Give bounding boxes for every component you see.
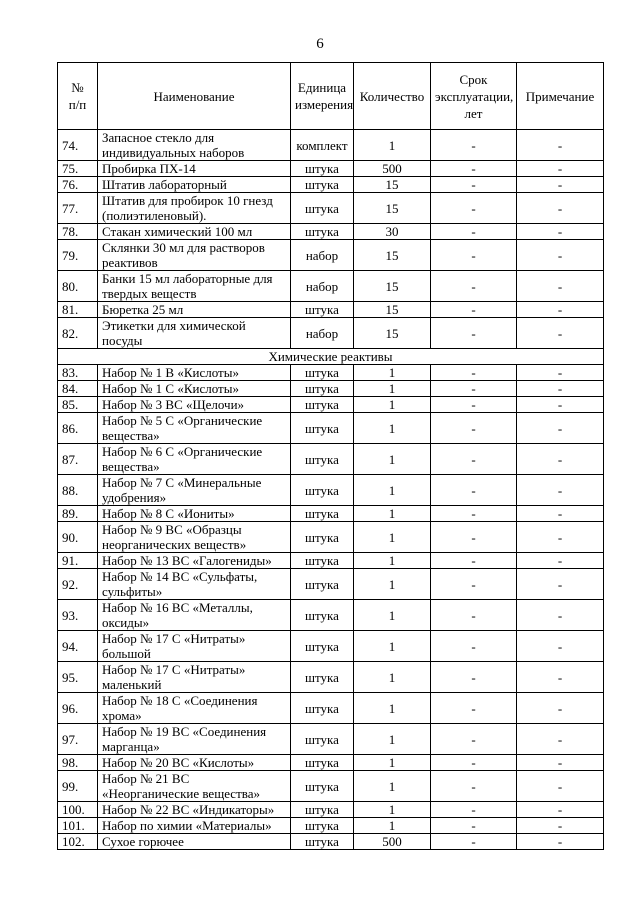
row-note: - (517, 397, 604, 413)
table-row (58, 381, 604, 397)
table-row (58, 600, 604, 631)
table-row (58, 177, 604, 193)
equipment-rows (58, 130, 604, 349)
row-note: - (517, 771, 604, 802)
row-number: 84. (58, 381, 98, 397)
row-term: - (431, 662, 517, 693)
row-qty: 1 (354, 569, 431, 600)
row-qty: 15 (354, 318, 431, 349)
row-qty: 15 (354, 240, 431, 271)
table-row (58, 818, 604, 834)
row-name: Штатив лабораторный (98, 177, 291, 193)
row-name: Набор № 16 ВС «Металлы, оксиды» (98, 600, 291, 631)
row-note: - (517, 569, 604, 600)
row-number: 74. (58, 130, 98, 161)
row-note: - (517, 818, 604, 834)
row-term: - (431, 193, 517, 224)
table-row (58, 413, 604, 444)
row-name: Склянки 30 мл для растворов реактивов (98, 240, 291, 271)
row-note: - (517, 318, 604, 349)
row-qty: 1 (354, 475, 431, 506)
table-row (58, 802, 604, 818)
row-name: Сухое горючее (98, 834, 291, 850)
row-unit: штука (291, 834, 354, 850)
row-unit: штука (291, 224, 354, 240)
row-note: - (517, 193, 604, 224)
row-number: 88. (58, 475, 98, 506)
row-number: 86. (58, 413, 98, 444)
row-qty: 1 (354, 600, 431, 631)
row-name: Этикетки для химической посуды (98, 318, 291, 349)
row-unit: штука (291, 397, 354, 413)
row-note: - (517, 130, 604, 161)
header-qty-label: Количество (359, 88, 425, 104)
row-qty: 15 (354, 302, 431, 318)
row-number: 75. (58, 161, 98, 177)
row-note: - (517, 381, 604, 397)
table-row (58, 161, 604, 177)
row-unit: штука (291, 724, 354, 755)
row-number: 90. (58, 522, 98, 553)
row-name: Набор № 8 С «Иониты» (98, 506, 291, 522)
row-term: - (431, 631, 517, 662)
row-qty: 1 (354, 381, 431, 397)
row-number: 100. (58, 802, 98, 818)
table-row (58, 569, 604, 600)
row-number: 76. (58, 177, 98, 193)
row-unit: штука (291, 177, 354, 193)
row-term: - (431, 522, 517, 553)
row-number: 82. (58, 318, 98, 349)
row-term: - (431, 444, 517, 475)
row-unit: штука (291, 802, 354, 818)
row-note: - (517, 506, 604, 522)
table-row (58, 224, 604, 240)
table-row (58, 662, 604, 693)
row-number: 95. (58, 662, 98, 693)
row-qty: 1 (354, 662, 431, 693)
section-row (58, 349, 604, 365)
row-unit: штука (291, 444, 354, 475)
table-row (58, 834, 604, 850)
row-name: Запасное стекло для индивидуальных наборов (98, 130, 291, 161)
table-row (58, 193, 604, 224)
row-note: - (517, 693, 604, 724)
row-unit: штука (291, 600, 354, 631)
row-unit: штука (291, 413, 354, 444)
row-name: Набор № 17 С «Нитраты» большой (98, 631, 291, 662)
row-name: Набор № 9 ВС «Образцы неорганических веществ» (98, 522, 291, 553)
table-row (58, 475, 604, 506)
row-qty: 1 (354, 818, 431, 834)
row-unit: штука (291, 771, 354, 802)
row-note: - (517, 662, 604, 693)
row-term: - (431, 224, 517, 240)
row-term: - (431, 693, 517, 724)
row-name: Набор № 7 С «Минеральные удобрения» (98, 475, 291, 506)
row-note: - (517, 365, 604, 381)
row-unit: штука (291, 662, 354, 693)
header-note (517, 63, 604, 130)
row-qty: 1 (354, 444, 431, 475)
row-number: 99. (58, 771, 98, 802)
row-term: - (431, 318, 517, 349)
row-name: Набор № 22 ВС «Индикаторы» (98, 802, 291, 818)
row-number: 96. (58, 693, 98, 724)
row-number: 101. (58, 818, 98, 834)
section-block (58, 349, 604, 365)
row-note: - (517, 444, 604, 475)
row-term: - (431, 506, 517, 522)
row-number: 87. (58, 444, 98, 475)
row-term: - (431, 834, 517, 850)
row-name: Набор по химии «Материалы» (98, 818, 291, 834)
row-note: - (517, 177, 604, 193)
row-qty: 1 (354, 802, 431, 818)
row-number: 97. (58, 724, 98, 755)
row-term: - (431, 771, 517, 802)
header-name (98, 63, 291, 130)
table-row (58, 724, 604, 755)
row-name: Бюретка 25 мл (98, 302, 291, 318)
row-term: - (431, 724, 517, 755)
row-unit: набор (291, 318, 354, 349)
row-qty: 1 (354, 755, 431, 771)
row-term: - (431, 818, 517, 834)
row-term: - (431, 397, 517, 413)
header-term-label: Срок эксплуатации, лет (435, 71, 514, 121)
row-unit: штука (291, 693, 354, 724)
row-unit: штука (291, 193, 354, 224)
row-number: 91. (58, 553, 98, 569)
row-qty: 1 (354, 693, 431, 724)
table-row (58, 302, 604, 318)
row-name: Набор № 14 ВС «Сульфаты, сульфиты» (98, 569, 291, 600)
row-number: 79. (58, 240, 98, 271)
table-row (58, 130, 604, 161)
row-qty: 1 (354, 130, 431, 161)
page-number: 6 (316, 36, 324, 52)
row-name: Набор № 18 С «Соединения хрома» (98, 693, 291, 724)
row-qty: 500 (354, 161, 431, 177)
row-unit: штука (291, 365, 354, 381)
row-note: - (517, 224, 604, 240)
row-note: - (517, 302, 604, 318)
table-row (58, 318, 604, 349)
row-qty: 15 (354, 193, 431, 224)
header-num-label: № п/п (68, 80, 87, 112)
table-row (58, 693, 604, 724)
table-row (58, 397, 604, 413)
row-unit: набор (291, 271, 354, 302)
row-qty: 15 (354, 271, 431, 302)
row-term: - (431, 177, 517, 193)
row-number: 102. (58, 834, 98, 850)
row-qty: 500 (354, 834, 431, 850)
row-qty: 1 (354, 771, 431, 802)
row-name: Пробирка ПХ-14 (98, 161, 291, 177)
table-header-row (58, 63, 604, 130)
row-name: Набор № 21 ВС «Неорганические вещества» (98, 771, 291, 802)
row-term: - (431, 365, 517, 381)
row-unit: штука (291, 818, 354, 834)
row-term: - (431, 569, 517, 600)
table-row (58, 771, 604, 802)
row-term: - (431, 130, 517, 161)
row-unit: штука (291, 553, 354, 569)
row-note: - (517, 522, 604, 553)
header-note-label: Примечание (525, 88, 595, 104)
table-row (58, 506, 604, 522)
row-name: Набор № 20 ВС «Кислоты» (98, 755, 291, 771)
row-unit: штука (291, 381, 354, 397)
header-num (58, 63, 98, 130)
header-name-label: Наименование (153, 88, 235, 104)
table-row (58, 631, 604, 662)
row-name: Набор № 3 ВС «Щелочи» (98, 397, 291, 413)
header-unit (291, 63, 354, 130)
row-term: - (431, 600, 517, 631)
row-term: - (431, 802, 517, 818)
row-name: Набор № 6 С «Органические вещества» (98, 444, 291, 475)
row-number: 98. (58, 755, 98, 771)
row-number: 80. (58, 271, 98, 302)
row-number: 85. (58, 397, 98, 413)
row-term: - (431, 161, 517, 177)
row-name: Набор № 17 С «Нитраты» маленький (98, 662, 291, 693)
reagent-rows (58, 365, 604, 850)
row-unit: набор (291, 240, 354, 271)
header-qty (354, 63, 431, 130)
table-row (58, 365, 604, 381)
row-name: Штатив для пробирок 10 гнезд (полиэтиленовый). (98, 193, 291, 224)
row-note: - (517, 631, 604, 662)
row-note: - (517, 413, 604, 444)
row-unit: штука (291, 631, 354, 662)
row-unit: штука (291, 161, 354, 177)
table-row (58, 553, 604, 569)
table-row (58, 444, 604, 475)
table-row (58, 271, 604, 302)
row-note: - (517, 755, 604, 771)
row-name: Набор № 1 В «Кислоты» (98, 365, 291, 381)
row-term: - (431, 755, 517, 771)
row-note: - (517, 161, 604, 177)
row-name: Набор № 19 ВС «Соединения марганца» (98, 724, 291, 755)
row-number: 93. (58, 600, 98, 631)
row-qty: 1 (354, 522, 431, 553)
row-unit: штука (291, 522, 354, 553)
row-number: 89. (58, 506, 98, 522)
row-unit: комплект (291, 130, 354, 161)
row-unit: штука (291, 302, 354, 318)
row-qty: 1 (354, 724, 431, 755)
row-name: Набор № 1 С «Кислоты» (98, 381, 291, 397)
row-qty: 1 (354, 397, 431, 413)
row-unit: штука (291, 506, 354, 522)
row-note: - (517, 834, 604, 850)
row-qty: 30 (354, 224, 431, 240)
row-term: - (431, 240, 517, 271)
table-row (58, 522, 604, 553)
row-term: - (431, 302, 517, 318)
row-unit: штука (291, 475, 354, 506)
row-qty: 1 (354, 365, 431, 381)
row-name: Набор № 13 ВС «Галогениды» (98, 553, 291, 569)
section-title: Химические реактивы (58, 349, 604, 365)
row-name: Набор № 5 С «Органические вещества» (98, 413, 291, 444)
row-number: 83. (58, 365, 98, 381)
table-row (58, 240, 604, 271)
row-unit: штука (291, 569, 354, 600)
row-note: - (517, 271, 604, 302)
row-number: 81. (58, 302, 98, 318)
row-number: 92. (58, 569, 98, 600)
row-number: 94. (58, 631, 98, 662)
row-note: - (517, 802, 604, 818)
row-number: 78. (58, 224, 98, 240)
row-qty: 1 (354, 631, 431, 662)
row-note: - (517, 240, 604, 271)
row-term: - (431, 413, 517, 444)
row-qty: 1 (354, 553, 431, 569)
row-number: 77. (58, 193, 98, 224)
row-name: Стакан химический 100 мл (98, 224, 291, 240)
row-term: - (431, 381, 517, 397)
row-note: - (517, 475, 604, 506)
row-note: - (517, 600, 604, 631)
header-term (431, 63, 517, 130)
row-qty: 1 (354, 413, 431, 444)
row-term: - (431, 553, 517, 569)
table-row (58, 755, 604, 771)
row-name: Банки 15 мл лабораторные для твердых веществ (98, 271, 291, 302)
inventory-table (57, 62, 604, 850)
row-qty: 1 (354, 506, 431, 522)
row-term: - (431, 271, 517, 302)
row-qty: 15 (354, 177, 431, 193)
row-term: - (431, 475, 517, 506)
header-unit-label: Единица измерения (295, 80, 354, 112)
row-note: - (517, 724, 604, 755)
row-unit: штука (291, 755, 354, 771)
row-note: - (517, 553, 604, 569)
